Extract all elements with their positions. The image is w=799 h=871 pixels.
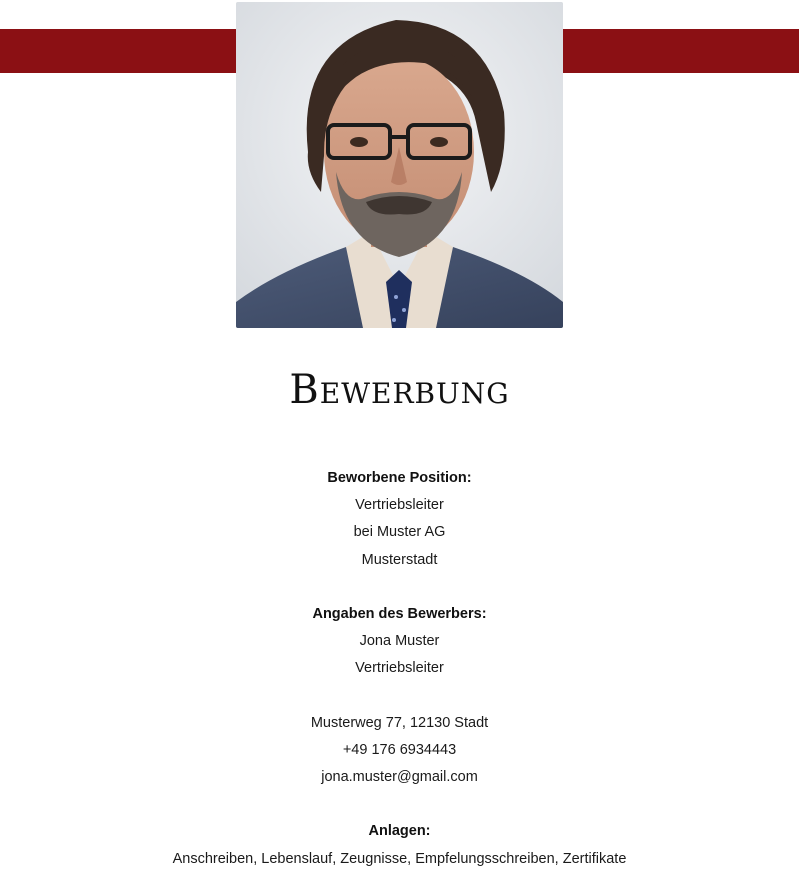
attachments-list: Anschreiben, Lebenslauf, Zeugnisse, Empfelungsschreiben, Zertifikate — [172, 850, 627, 867]
section-spacer — [0, 574, 799, 601]
applicant-name: Jona Muster — [359, 633, 440, 650]
application-details — [0, 465, 799, 871]
position-label: Beworbene Position: — [327, 470, 472, 486]
page-title: Bewerbung — [289, 367, 510, 413]
applicant-label: Angaben des Bewerbers: — [312, 605, 487, 622]
applicant-photo — [236, 2, 563, 328]
section-spacer — [0, 791, 799, 818]
applicant-role: Vertriebsleiter — [355, 660, 444, 677]
position-city: Musterstadt — [361, 551, 438, 568]
position-company: bei Muster AG — [353, 524, 446, 541]
applicant-phone: +49 176 6934443 — [342, 741, 457, 758]
position-role: Vertriebsleiter — [355, 497, 444, 514]
applicant-address: Musterweg 77, 12130 Stadt — [310, 714, 489, 731]
attachments-label: Anlagen: — [368, 823, 431, 840]
section-spacer — [0, 683, 799, 710]
applicant-email: jona.muster@gmail.com — [321, 769, 478, 786]
